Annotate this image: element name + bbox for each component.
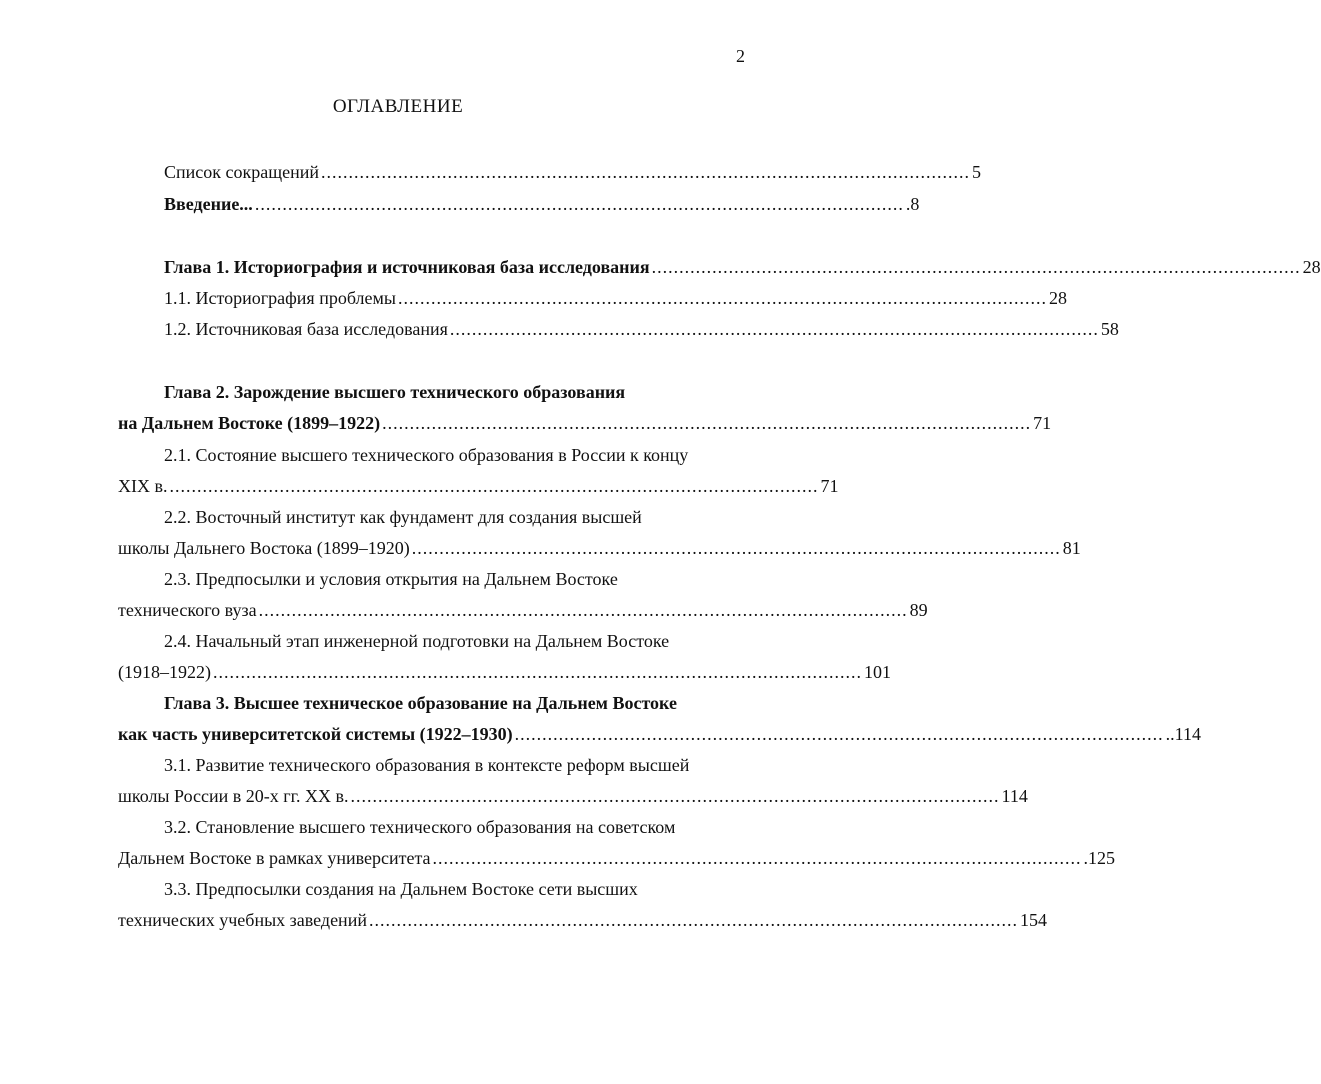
toc-leader: ...................................................................................................................... — [651, 257, 1301, 277]
toc-label: на Дальнем Востоке (1899–1922) — [118, 413, 381, 433]
toc-entry-section-2-2-line1[interactable]: 2.2. Восточный институт как фундамент для создания высшей — [164, 507, 642, 527]
toc-page: .125 — [1083, 848, 1116, 868]
toc-label: XIX в. — [118, 476, 168, 496]
toc-label: 1.1. Историография проблемы — [164, 288, 396, 308]
toc-leader: ...................................................................................................................... — [213, 662, 862, 682]
toc-leader: ...................................................................................................................... — [432, 848, 1082, 868]
toc-label: Список сокращений — [164, 162, 319, 182]
toc-page: 58 — [1100, 319, 1119, 339]
toc-label: Введение... — [164, 194, 253, 214]
toc-label: Глава 1. Историография и источниковая база исследования — [164, 257, 650, 277]
toc-entry-section-2-2[interactable] — [118, 536, 1081, 560]
toc-entry-section-3-2[interactable] — [118, 846, 1116, 870]
toc-label: технических учебных заведений — [118, 910, 367, 930]
page-number: 2 — [736, 46, 745, 66]
toc-leader: ...................................................................................................................... — [254, 194, 904, 214]
toc-page: 71 — [820, 476, 839, 496]
toc-leader: ...................................................................................................................... — [411, 538, 1061, 558]
toc-leader: ...................................................................................................................... — [514, 724, 1164, 744]
toc-leader: ...................................................................................................................... — [382, 413, 1032, 433]
toc-page: 28 — [1302, 257, 1321, 277]
toc-leader: ...................................................................................................................... — [350, 786, 1000, 806]
toc-entry-section-2-1[interactable] — [118, 474, 839, 498]
toc-entry-section-2-3[interactable] — [118, 598, 928, 622]
toc-page: 101 — [864, 662, 891, 682]
toc-page: 154 — [1019, 910, 1047, 930]
toc-entry-section-3-1[interactable] — [118, 784, 1028, 808]
toc-label: школы России в 20-х гг. XX в. — [118, 786, 349, 806]
toc-entry-section-2-3-line1[interactable]: 2.3. Предпосылки и условия открытия на Дальнем Востоке — [164, 569, 618, 589]
toc-leader: ...................................................................................................................... — [320, 162, 970, 182]
toc-page: .8 — [905, 194, 920, 214]
toc-entry-section-3-3[interactable] — [118, 908, 1047, 932]
toc-leader: ...................................................................................................................... — [398, 288, 1047, 308]
toc-entry-section-2-1-line1[interactable]: 2.1. Состояние высшего технического образования в России к концу — [164, 445, 689, 465]
toc-leader: ...................................................................................................................... — [169, 476, 819, 496]
toc-entry-chapter-2[interactable] — [118, 411, 1052, 435]
toc-label: (1918–1922) — [118, 662, 211, 682]
page-title: ОГЛАВЛЕНИЕ — [332, 96, 464, 117]
toc-entry-section-3-3-line1[interactable]: 3.3. Предпосылки создания на Дальнем Востоке сети высших — [164, 879, 638, 899]
toc-label: технического вуза — [118, 600, 257, 620]
toc-label: 1.2. Источниковая база исследования — [164, 319, 448, 339]
toc-page: 5 — [971, 162, 981, 182]
toc-entry-chapter-3[interactable] — [118, 722, 1202, 746]
toc-page: 28 — [1049, 288, 1067, 308]
toc-label: Дальнем Востоке в рамках университета — [118, 848, 431, 868]
toc-leader: ...................................................................................................................... — [449, 319, 1099, 339]
toc-entry-abbreviations[interactable] — [164, 160, 981, 184]
toc-leader: ...................................................................................................................... — [258, 600, 908, 620]
toc-page: 81 — [1062, 538, 1081, 558]
toc-entry-chapter-3-line1[interactable]: Глава 3. Высшее техническое образование на Дальнем Востоке — [164, 693, 677, 713]
toc-entry-section-3-2-line1[interactable]: 3.2. Становление высшего технического образования на советском — [164, 817, 676, 837]
toc-label: как часть университетской системы (1922–1930) — [118, 724, 513, 744]
toc-leader: ...................................................................................................................... — [368, 910, 1018, 930]
toc-entry-section-2-4-line1[interactable]: 2.4. Начальный этап инженерной подготовки на Дальнем Востоке — [164, 631, 670, 651]
toc-entry-section-1-2[interactable] — [164, 317, 1119, 341]
toc-entry-section-2-4[interactable] — [118, 660, 891, 684]
toc-entry-chapter-1[interactable] — [164, 255, 1321, 279]
toc-entry-section-1-1[interactable] — [164, 286, 1067, 310]
toc-entry-introduction[interactable] — [164, 192, 920, 216]
toc-page: 71 — [1033, 413, 1052, 433]
toc-page: 114 — [1001, 786, 1028, 806]
toc-entry-section-3-1-line1[interactable]: 3.1. Развитие технического образования в контексте реформ высшей — [164, 755, 690, 775]
toc-label: школы Дальнего Востока (1899–1920) — [118, 538, 410, 558]
toc-page: 89 — [909, 600, 928, 620]
toc-entry-chapter-2-line1[interactable]: Глава 2. Зарождение высшего технического образования — [164, 382, 626, 402]
toc-page: ..114 — [1165, 724, 1202, 744]
